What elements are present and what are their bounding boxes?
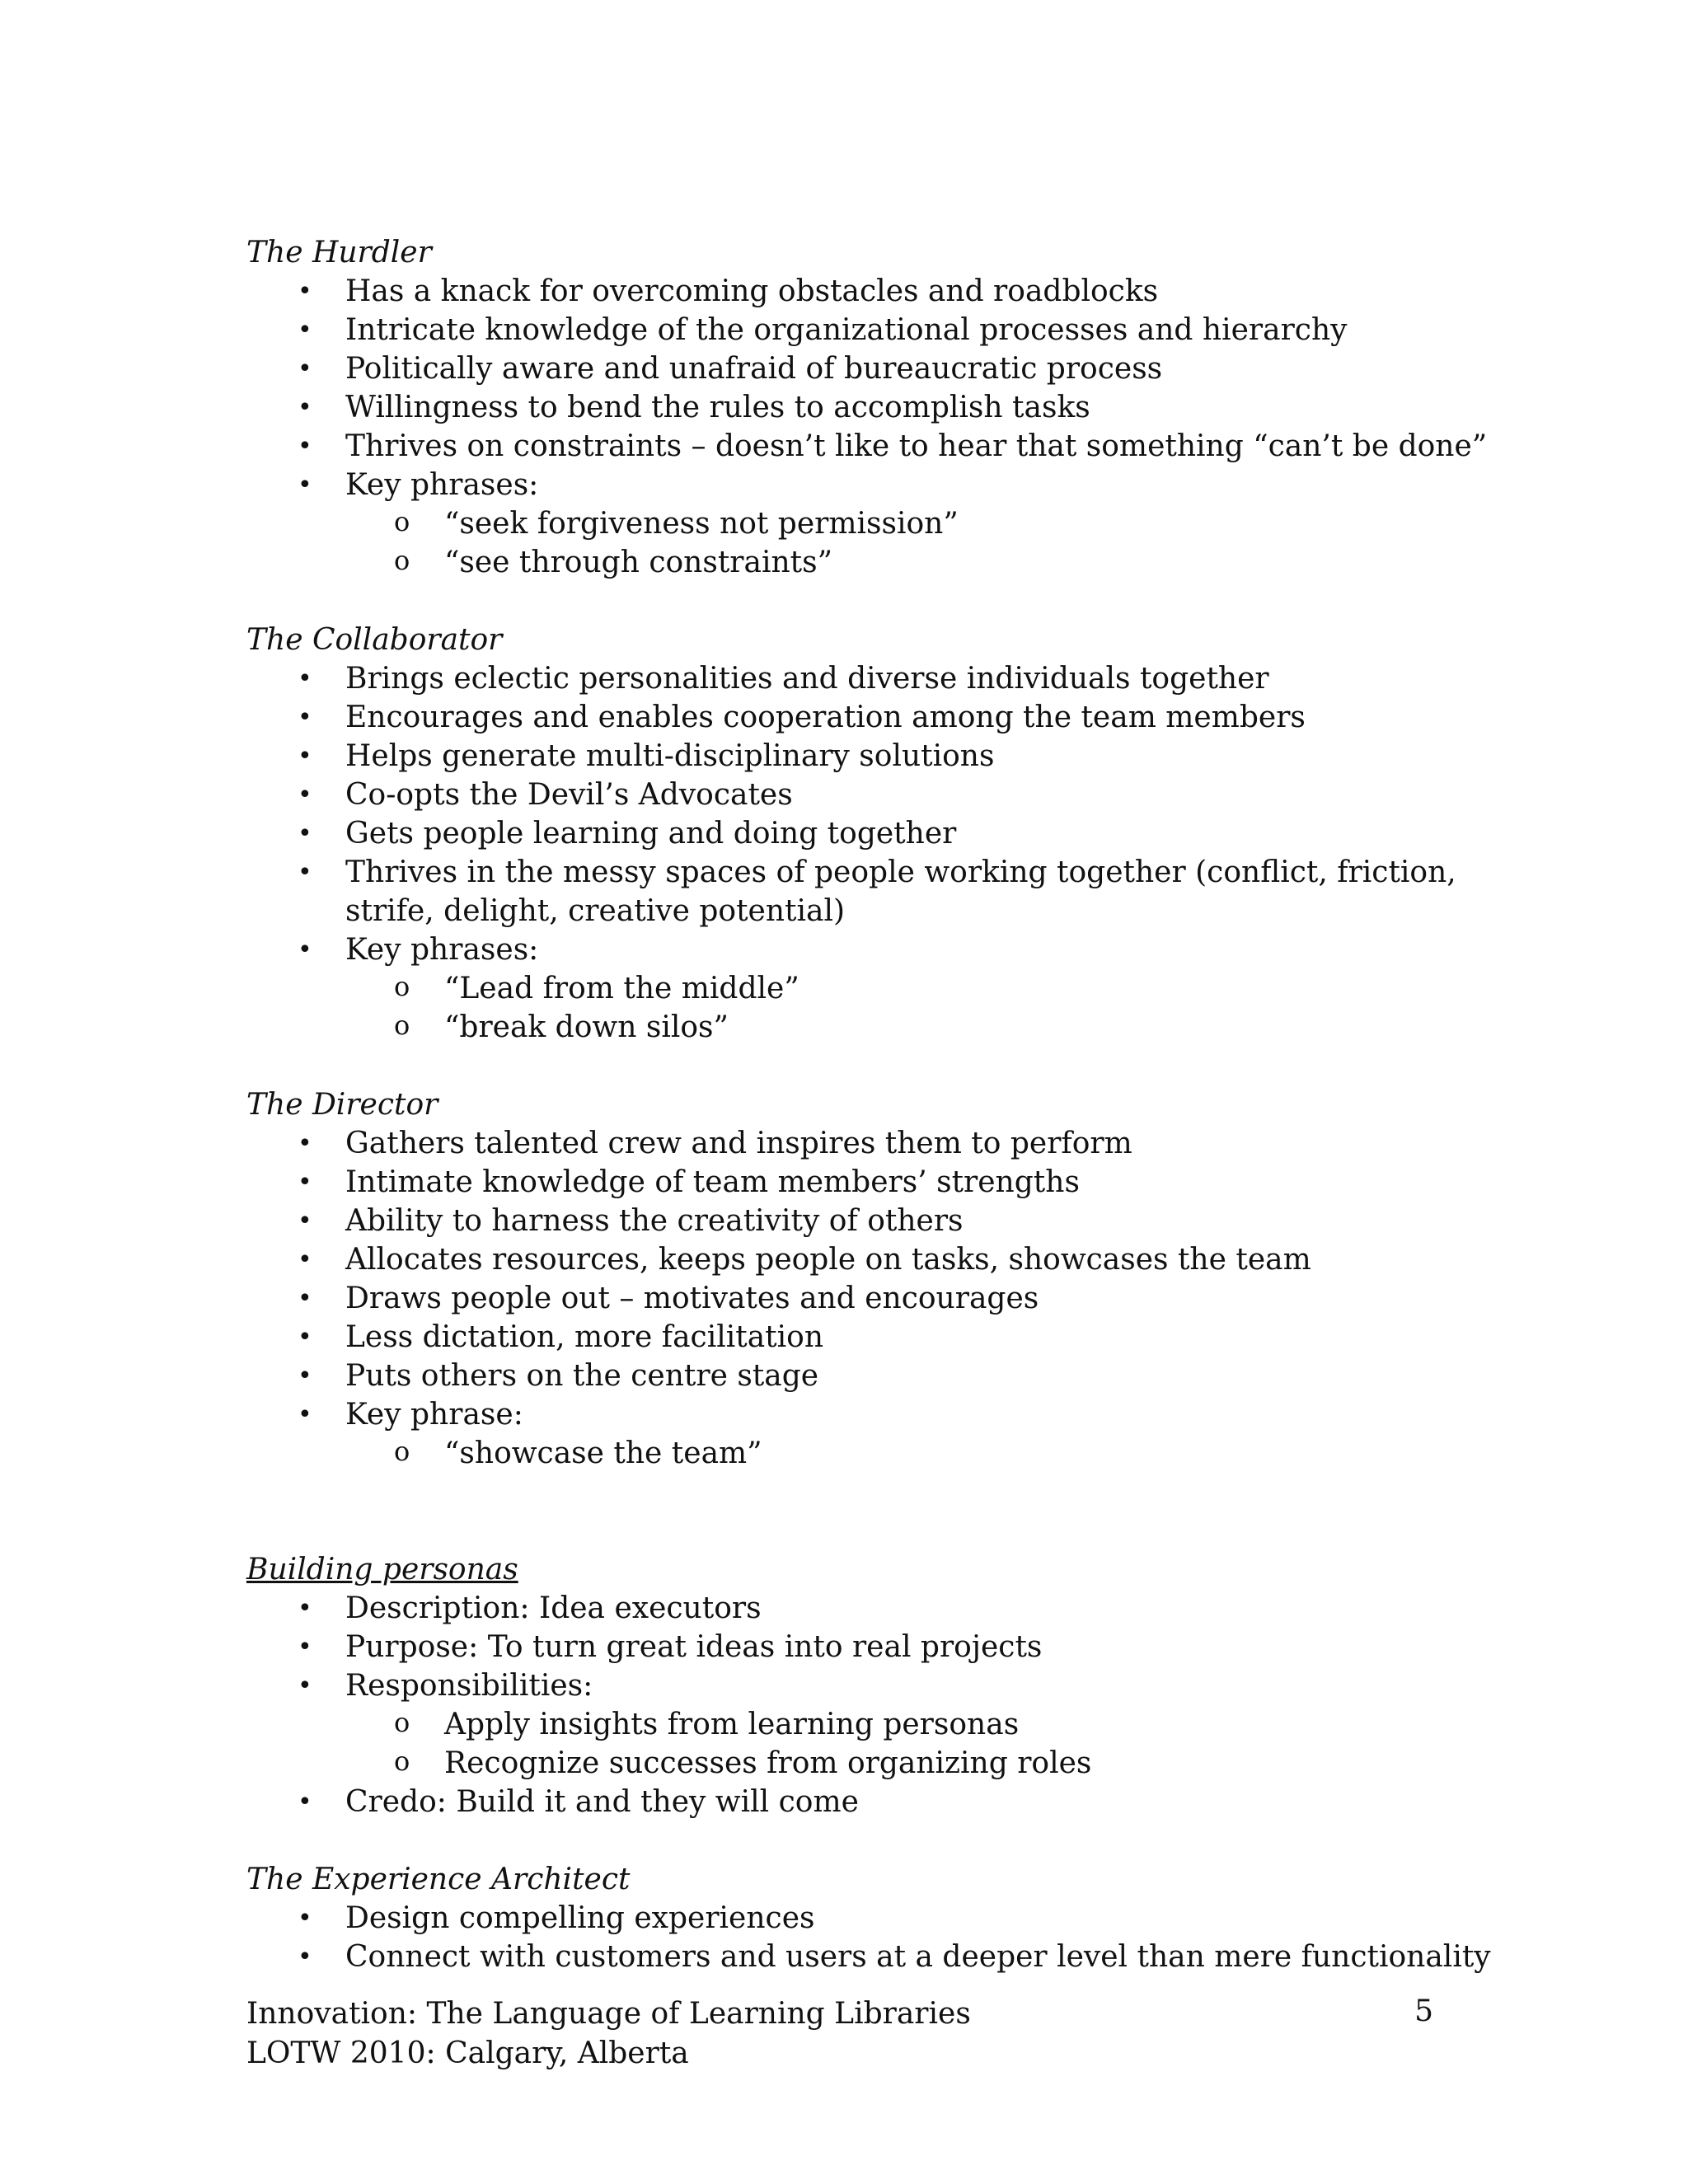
bullet-icon: • <box>298 1671 312 1700</box>
list-item: • Helps generate multi-disciplinary solutions <box>246 737 1450 776</box>
list-item: • Draws people out – motivates and encourages <box>246 1279 1450 1318</box>
bullet-icon: • <box>298 354 312 383</box>
bullet-icon: • <box>298 819 312 848</box>
sub-list-item: o “seek forgiveness not permission” <box>246 504 1450 543</box>
bullet-icon: • <box>298 1168 312 1197</box>
list-item: • Key phrases: <box>246 466 1450 504</box>
list-item: • Encourages and enables cooperation among the team members <box>246 698 1450 737</box>
list-item-continuation: strife, delight, creative potential) <box>345 894 846 928</box>
list-item: • Has a knack for overcoming obstacles and roadblocks <box>246 272 1450 311</box>
sub-list-item: o “break down silos” <box>246 1008 1450 1047</box>
list-item: • Allocates resources, keeps people on tasks, showcases the team <box>246 1240 1450 1279</box>
bullet-icon: • <box>298 1400 312 1429</box>
bullet-icon: • <box>298 432 312 461</box>
list-item: • Design compelling experiences <box>246 1899 1450 1938</box>
bullet-icon: • <box>298 858 312 887</box>
list-item: • Brings eclectic personalities and diverse individuals together <box>246 659 1450 698</box>
circle-bullet-icon: o <box>394 1436 410 1467</box>
list-item: • Responsibilities: <box>246 1666 1450 1705</box>
document-body <box>246 233 1491 1976</box>
bullet-icon: • <box>298 1323 312 1352</box>
footer-event: LOTW 2010: Calgary, Alberta <box>246 2036 689 2070</box>
page-number: 5 <box>1414 1994 1433 2028</box>
list-item: • Description: Idea executors <box>246 1589 1450 1628</box>
list-item: • Thrives in the messy spaces of people working together (conflict, friction, <box>246 853 1450 892</box>
sub-list-item: o “showcase the team” <box>246 1434 1450 1473</box>
list-item: • Willingness to bend the rules to accomplish tasks <box>246 388 1450 427</box>
circle-bullet-icon: o <box>394 545 410 576</box>
section-heading-experience-architect: The Experience Architect <box>246 1863 631 1896</box>
bullet-icon: • <box>298 1284 312 1313</box>
list-item: • Key phrases: <box>246 930 1450 969</box>
list-item: • Less dictation, more facilitation <box>246 1318 1450 1357</box>
sub-list-item: o Recognize successes from organizing roles <box>246 1744 1450 1783</box>
bullet-icon: • <box>298 664 312 693</box>
bullet-icon: • <box>298 1633 312 1661</box>
bullet-icon: • <box>298 316 312 344</box>
circle-bullet-icon: o <box>394 1707 410 1738</box>
bullet-icon: • <box>298 1904 312 1933</box>
bullet-icon: • <box>298 742 312 771</box>
bullet-icon: • <box>298 1943 312 1971</box>
list-item: • Thrives on constraints – doesn’t like to hear that something “can’t be done” <box>246 427 1450 466</box>
bullet-icon: • <box>298 1207 312 1235</box>
list-item: • Key phrase: <box>246 1395 1450 1434</box>
section-heading-building-personas: Building personas <box>246 1553 518 1586</box>
bullet-icon: • <box>298 703 312 732</box>
section-heading-director: The Director <box>246 1088 438 1122</box>
circle-bullet-icon: o <box>394 1746 410 1777</box>
bullet-icon: • <box>298 1361 312 1390</box>
list-item: • Intimate knowledge of team members’ strengths <box>246 1163 1450 1202</box>
bullet-icon: • <box>298 1788 312 1816</box>
bullet-icon: • <box>298 1594 312 1623</box>
page-footer <box>246 1994 1433 2074</box>
bullet-icon: • <box>298 393 312 422</box>
list-item: • Puts others on the centre stage <box>246 1357 1450 1395</box>
sub-list-item: o “Lead from the middle” <box>246 969 1450 1008</box>
list-item: • Intricate knowledge of the organizational processes and hierarchy <box>246 311 1450 349</box>
list-item: • Gets people learning and doing together <box>246 814 1450 853</box>
bullet-icon: • <box>298 935 312 964</box>
list-item: • Politically aware and unafraid of bureaucratic process <box>246 349 1450 388</box>
bullet-icon: • <box>298 277 312 306</box>
bullet-icon: • <box>298 1129 312 1158</box>
circle-bullet-icon: o <box>394 1010 410 1041</box>
sub-list-item: o Apply insights from learning personas <box>246 1705 1450 1744</box>
circle-bullet-icon: o <box>394 971 410 1002</box>
section-heading-hurdler: The Hurdler <box>246 236 432 269</box>
footer-title: Innovation: The Language of Learning Libraries <box>246 1997 971 2031</box>
list-item: • Purpose: To turn great ideas into real projects <box>246 1628 1450 1666</box>
list-item: • Connect with customers and users at a deeper level than mere functionality <box>246 1938 1450 1976</box>
list-item: • Co-opts the Devil’s Advocates <box>246 776 1450 814</box>
bullet-icon: • <box>298 780 312 809</box>
section-heading-collaborator: The Collaborator <box>246 623 503 657</box>
list-item: • Ability to harness the creativity of others <box>246 1202 1450 1240</box>
bullet-icon: • <box>298 1245 312 1274</box>
bullet-icon: • <box>298 471 312 499</box>
list-item: • Credo: Build it and they will come <box>246 1783 1450 1821</box>
list-item: • Gathers talented crew and inspires them to perform <box>246 1124 1450 1163</box>
circle-bullet-icon: o <box>394 506 410 537</box>
sub-list-item: o “see through constraints” <box>246 543 1450 582</box>
